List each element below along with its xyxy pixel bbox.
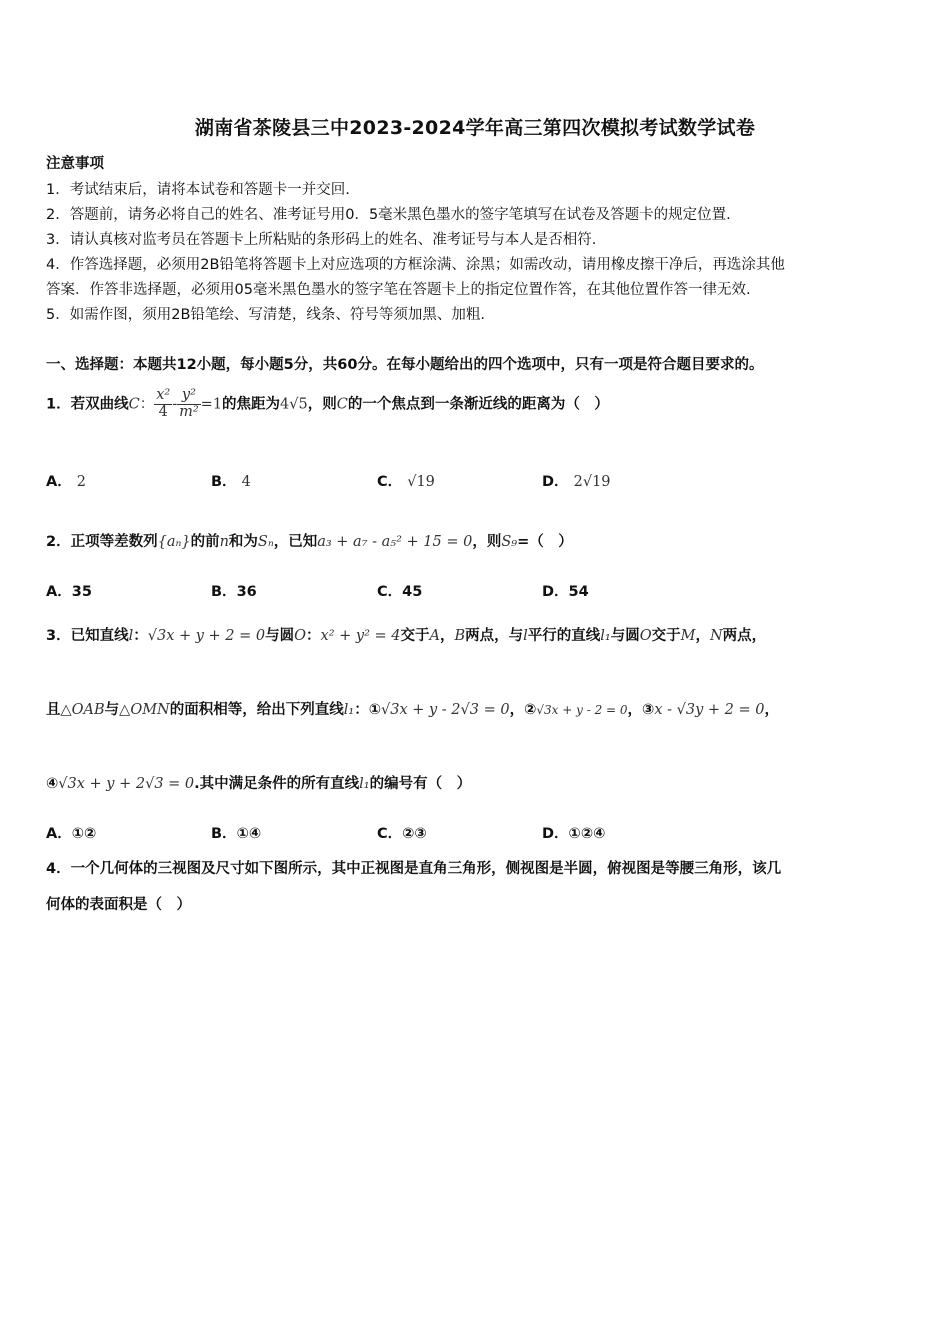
notice-item: 5．如需作图，须用2B铅笔绘、写清楚，线条、符号等须加黑、加粗. [46,307,486,323]
q3-colon2: ： [306,628,321,644]
q3-eq-4: √3x + y + 2√3 = 0 [58,776,195,792]
q2-n: n [219,534,229,550]
q1-mid2: ，则 [307,396,337,413]
q3-option-d[interactable] [542,822,605,843]
notice-item: 答案．作答非选择题，必须用05毫米黑色墨水的签字笔在答题卡上的指定位置作答，在其他位置作答一律无效. [46,282,751,298]
q2-mid3: ，已知 [273,534,318,550]
q2-mid4: ，则 [472,534,502,550]
notice-item: 1．考试结束后，请将本试卷和答题卡一并交回. [46,182,350,198]
option-value: 45 [402,584,423,600]
option-value: √19 [407,474,435,490]
q3-t2: 交于 [400,628,430,644]
q3-r3c: 的编号有（ ） [369,776,472,792]
q3-omn: △OMN [119,702,170,718]
q3-line-eq: √3x + y + 2 = 0 [147,628,266,644]
q2-sn: Sₙ [257,534,274,550]
q3-oab: △OAB [60,702,105,718]
q1-text: 1．若双曲线 [46,396,129,413]
q3-r2g: ， [764,702,779,718]
q1-focal: 4√5 [280,396,308,413]
option-label: D． [542,474,569,490]
q3-text: 3．已知直线 [46,628,129,644]
q1-option-c[interactable] [377,470,435,491]
notice-heading: 注意事项 [46,156,104,172]
q3-b: B [454,628,466,644]
q3-comma2: ， [695,628,710,644]
q2-s9: S₉ [501,534,518,550]
option-label: D． [542,584,569,600]
q3-o2: O [639,628,652,644]
q3-eq-2: √3x + y - 2 = 0 [536,703,628,717]
option-value: 4 [241,474,251,490]
q2-option-c[interactable] [377,580,422,601]
q3-m: M [680,628,696,644]
option-value: 54 [568,584,589,600]
option-label: C． [377,474,403,490]
q1-minus: - [172,396,178,413]
option-value: ①② [71,826,97,842]
notice-item: 3．请认真核对监考员在答题卡上所粘贴的条形码上的姓名、准考证号与本人是否相符. [46,232,597,248]
q3-r2d: ：① [354,702,381,718]
option-label: A． [46,474,72,490]
q3-t1: 与圆 [265,628,295,644]
option-label: C． [377,826,403,842]
q3-r2c: 的面积相等，给出下列直线 [169,702,344,718]
q2-post: =（ ） [517,534,573,550]
question-3-line-2 [46,698,779,719]
q1-y2: y² [177,388,201,405]
option-value: 36 [236,584,257,600]
q3-r3a: ④ [46,776,59,792]
q3-t3: 两点，与 [465,628,524,644]
q1-frac-y [177,388,201,421]
option-label: A． [46,826,72,842]
option-label: D． [542,826,569,842]
option-value: ②③ [402,826,427,842]
q2-seq: {aₙ} [157,534,191,550]
option-value: 2√19 [573,474,611,490]
q2-text: 2．正项等差数列 [46,534,158,550]
section-heading: 一、选择题：本题共12小题，每小题5分，共60分。在每小题给出的四个选项中，只有一项是符合题目要求的。 [46,357,764,373]
q3-eq-3: x - √3y + 2 = 0 [654,702,765,718]
q1-option-b[interactable] [211,470,251,491]
q3-t6: 交于 [651,628,681,644]
q1-var-c2: C [336,396,348,413]
q3-l1c: l₁ [359,776,370,792]
q3-r2f: ，③ [627,702,655,718]
q3-r2b: 与 [104,702,120,718]
q3-circle-eq: x² + y² = 4 [320,628,401,644]
q1-denom-4: 4 [158,403,168,420]
option-label: A． [46,584,72,600]
q1-mid: 的焦距为 [222,396,281,413]
q3-comma: ， [439,628,455,644]
question-4-line-1: 4．一个几何体的三视图及尺寸如下图所示，其中正视图是直角三角形，侧视图是半圆，俯视图是等腰三角形，该几 [46,861,782,877]
option-value: ①④ [236,826,262,842]
q3-colon: ： [133,628,148,644]
question-3-line-1 [46,624,766,645]
q2-condition: a₃ + a₇ - a₅² + 15 = 0 [317,534,473,550]
notice-item: 4．作答选择题，必须用2B铅笔将答题卡上对应选项的方框涂满、涂黑；如需改动，请用橡皮擦干净后，再选涂其他 [46,257,785,273]
q3-a: A [429,628,440,644]
q3-t7: 两点， [722,628,767,644]
q3-t5: 与圆 [610,628,640,644]
option-label: B． [211,474,237,490]
q3-l2: l [523,628,528,644]
option-label: B． [211,826,237,842]
q1-option-d[interactable] [542,470,611,491]
q1-m2: m² [179,403,199,420]
question-3-line-3 [46,772,471,793]
q3-option-a[interactable] [46,822,96,843]
option-label: C． [377,584,403,600]
q3-l: l [128,628,134,644]
q3-o: O [294,628,307,644]
q2-option-d[interactable] [542,580,589,601]
q3-r2e: ，② [509,702,537,718]
q3-l1b: l₁ [343,702,355,718]
q3-option-c[interactable] [377,822,427,843]
option-label: B． [211,584,237,600]
q2-mid2: 和为 [228,534,258,550]
q1-var-c: C [128,396,140,413]
q2-mid1: 的前 [190,534,220,550]
q1-colon: ： [139,396,155,413]
q1-frac-x [154,388,172,421]
option-value: 2 [76,474,87,490]
question-2 [46,530,573,551]
q2-option-b[interactable] [211,580,257,601]
q1-post: 的一个焦点到一条渐近线的距离为（ ） [347,396,609,413]
q3-t4: 平行的直线 [527,628,601,644]
q3-l1: l₁ [600,628,611,644]
q1-eq1: =1 [200,396,223,413]
question-1 [46,388,609,421]
q3-n: N [709,628,723,644]
q3-option-b[interactable] [211,822,261,843]
q3-r2a: 且 [46,702,61,718]
option-value: 35 [71,584,92,600]
q1-x2: x² [156,387,171,403]
option-value: ①②④ [568,826,606,842]
notice-item: 2．答题前，请务必将自己的姓名、准考证号用0．5毫米黑色墨水的签字笔填写在试卷及答题卡的规定位置. [46,207,731,223]
question-4-line-2: 何体的表面积是（ ） [46,897,191,913]
q3-r3b: .其中满足条件的所有直线 [194,776,360,792]
page-title: 湖南省茶陵县三中2023-2024学年高三第四次模拟考试数学试卷 [194,117,756,139]
q2-option-a[interactable] [46,580,92,601]
q3-eq-1: √3x + y - 2√3 = 0 [380,702,510,718]
q1-option-a[interactable] [46,470,86,491]
